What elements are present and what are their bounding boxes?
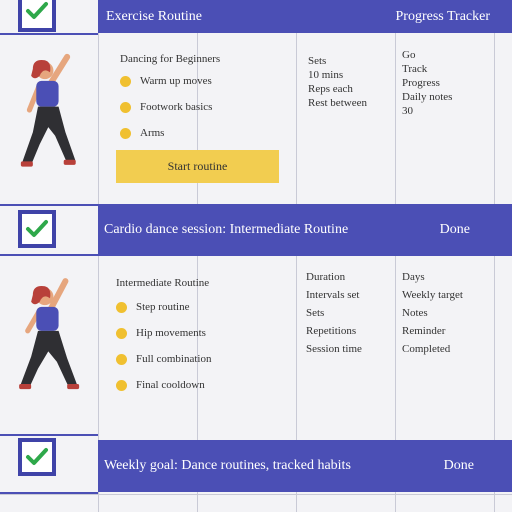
band2-right: Done [439, 222, 470, 237]
side-rule [0, 434, 98, 436]
checkbox-2[interactable] [18, 210, 56, 248]
dancer-figure-2 [8, 276, 92, 396]
list-item: Full combination [116, 352, 286, 366]
grid-line [395, 0, 396, 512]
side-rule [0, 254, 98, 256]
section1-title: Dancing for Beginners [120, 53, 221, 65]
band2-left: Cardio dance session: Intermediate Routine [104, 222, 349, 237]
section2-col3: Days Weekly target Notes Reminder Completed [402, 271, 463, 355]
header-col1: Exercise Routine [106, 8, 203, 24]
bullet-icon [120, 102, 131, 113]
list-item: Warm up moves [120, 74, 280, 88]
section2-col2: Duration Intervals set Sets Repetitions Session time [306, 271, 362, 355]
dancer-figure-1 [8, 50, 92, 170]
start-routine-button[interactable]: Start routine [116, 150, 279, 183]
list-item: Arms [120, 126, 280, 140]
list-item: Final cooldown [116, 378, 286, 392]
grid-line [296, 0, 297, 512]
header-band [98, 0, 512, 33]
check-icon [24, 216, 50, 242]
header-col2: Progress Tracker [395, 8, 490, 24]
section2-title: Intermediate Routine [116, 277, 210, 289]
section1-col3: Go Track Progress Daily notes 30 [402, 49, 453, 117]
grid-line [98, 0, 99, 512]
side-rule [0, 33, 98, 35]
grid-line [494, 0, 495, 512]
side-rule [0, 204, 98, 206]
row-divider [0, 494, 512, 495]
check-icon [24, 0, 50, 24]
bullet-icon [120, 76, 131, 87]
bullet-icon [116, 302, 127, 313]
section1-col2: Sets 10 mins Reps each Rest between [308, 55, 367, 109]
section3-band [98, 440, 512, 492]
check-icon [24, 444, 50, 470]
checkbox-1[interactable] [18, 0, 56, 32]
section2-list [116, 276, 286, 404]
bullet-icon [116, 354, 127, 365]
list-item: Step routine [116, 300, 286, 314]
side-rule [0, 492, 98, 494]
band3-right: Done [443, 458, 474, 473]
section1-list [120, 52, 280, 152]
section2-band [98, 204, 512, 256]
bullet-icon [120, 128, 131, 139]
list-item: Hip movements [116, 326, 286, 340]
checkbox-3[interactable] [18, 438, 56, 476]
bullet-icon [116, 328, 127, 339]
band3-left: Weekly goal: Dance routines, tracked habits [104, 458, 351, 473]
list-item: Footwork basics [120, 100, 280, 114]
bullet-icon [116, 380, 127, 391]
